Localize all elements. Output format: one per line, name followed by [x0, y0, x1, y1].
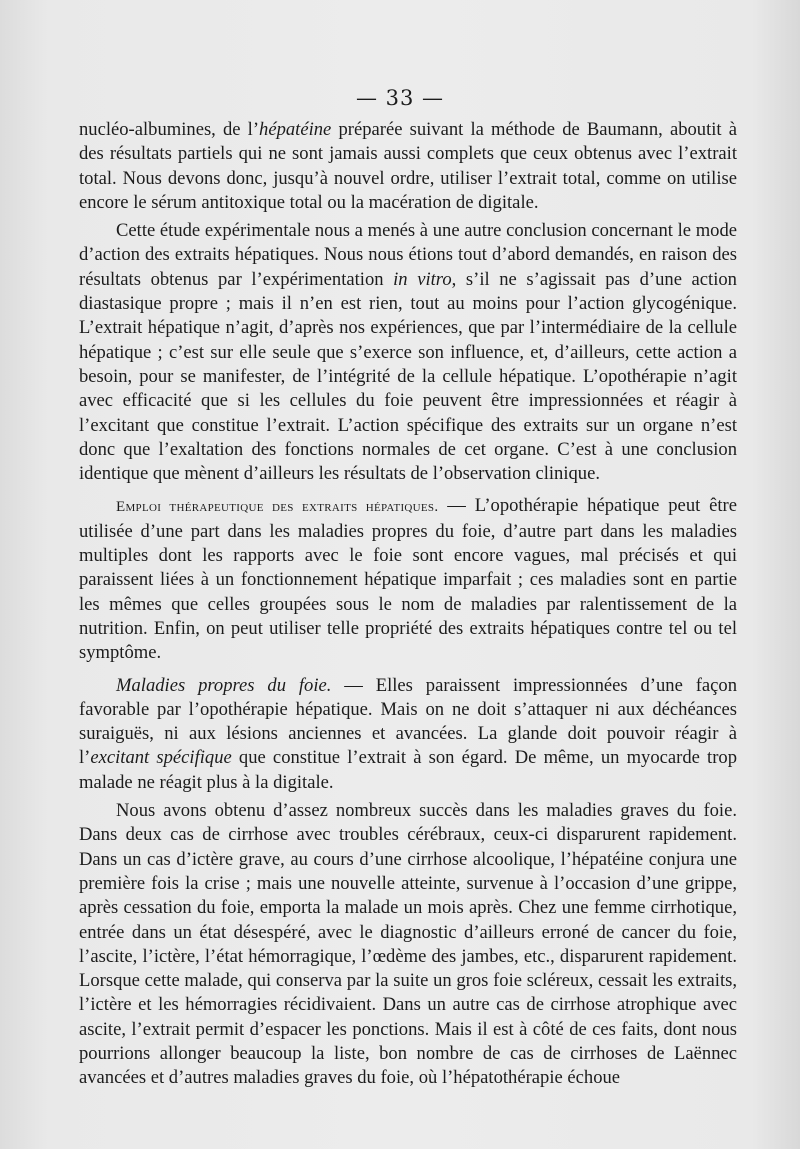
paragraph-4-text-d: que constitue l’extrait à son égard. De même, un myocarde trop malade ne réagit plus à la digitale. — [79, 747, 737, 793]
paragraph-1-text-c: préparée suivant la méthode de Baumann, aboutit à des résultats partiels qui ne sont jamais aussi complets que ceux obtenus avec l’extrait total. Nous devons donc, jusqu’à nouvel ordre, utiliser l’extrait total, comme on utilise encore le sérum antitoxique total ou la macération de digitale. — [79, 119, 737, 213]
paragraph-4-italic: excitant spécifique — [90, 747, 232, 769]
paragraph-2 — [79, 219, 737, 486]
page-number: — 33 — — [355, 86, 445, 110]
paragraph-1 — [79, 118, 737, 215]
section-heading-liver-diseases: Maladies propres du foie. — [116, 674, 332, 696]
body-text — [79, 118, 737, 1091]
paragraph-3 — [79, 494, 737, 665]
paragraph-4 — [79, 674, 737, 795]
section-heading-therapeutic-use: Emploi thérapeutique des extraits hépatiques. — [116, 499, 439, 516]
paragraph-1-text-a: nucléo-albumines, de l’ — [79, 119, 260, 140]
paragraph-2-text-a: Cette étude expérimentale nous a menés à une autre conclusion concernant le mode d’action des extraits hépatiques. Nous nous étions tout d’abord demandés, en raison des résultats obtenus par l’expérimentation — [79, 220, 737, 290]
paragraph-2-italic: in vitro — [393, 268, 452, 290]
paragraph-4-text-b: — Elles paraissent impressionnées d’une façon favorable par l’opothérapie hépatique. Mais on ne doit s’attaquer ni aux déchéances suraiguës, ni aux lésions anciennes et avancées. La glande doit pouvoir réagir à l’ — [79, 674, 737, 769]
paragraph-2-text-c: , s’il ne s’agissait pas d’une action diastasique propre ; mais il n’en est rien, tout au moins pour l’action glycogénique. L’extrait hépatique n’agit, d’après nos expériences, que par l’intermédiaire de la cellule hépatique ; c’est sur elle seule que s’exerce son influence, et, d’ailleurs, cette action a besoin, pour se manifester, de l’intégrité de la cellule hépatique. L’opothérapie n’agit avec efficacité que si les cellules du foie peuvent être impressionnées et réagir à l’excitant que constitue l’extrait. L’action spécifique des extraits sur un organe n’est donc que l’exaltation des fonctions normales de cet organe. C’est à une conclusion identique que mènent d’ailleurs les résultats de l’observation clinique. — [79, 268, 737, 485]
paragraph-5: Nous avons obtenu d’assez nombreux succès dans les maladies graves du foie. Dans deux cas de cirrhose avec troubles cérébraux, ceux-ci disparurent rapidement. Dans un cas d’ictère grave, au cours d’une cirrhose alcoolique, l’hépatéine conjura une première fois la crise ; mais une nouvelle atteinte, survenue à l’occasion d’une grippe, après cessation du foie, emporta la malade un mois après. Chez une femme cirrhotique, entrée dans un état désespéré, avec le diagnostic d’ailleurs erroné de cancer du foie, l’ascite, l’ictère, l’état hémorragique, l’œdème des jambes, etc., disparurent rapidement. Lorsque cette malade, qui conserva par la suite un gros foie scléreux, cessait les extraits, l’ictère et les hémorragies récidivaient. Dans un autre cas de cirrhose atrophique avec ascite, l’extrait permit d’espacer les ponctions. Mais il est à côté de ces faits, dont nous pourrions allonger beaucoup la liste, bon nombre de cas de cirrhoses de Laënnec avancées et d’autres maladies graves du foie, où l’hépatothérapie échoue — [79, 800, 737, 1089]
paragraph-1-italic: hépatéine — [259, 119, 332, 140]
paragraph-3-text: — L’opothérapie hépatique peut être utilisée d’une part dans les maladies propres du foie, d’autre part dans les maladies multiples dont les rapports avec le foie sont encore vagues, mal précisés et qui paraissent liées à un fonctionnement hépatique imparfait ; ces maladies sont en partie les mêmes que celles groupées sous le nom de maladies par ralentissement de la nutrition. Enfin, on peut utiliser telle propriété des extraits hépatiques contre tel ou tel symptôme. — [79, 495, 737, 664]
